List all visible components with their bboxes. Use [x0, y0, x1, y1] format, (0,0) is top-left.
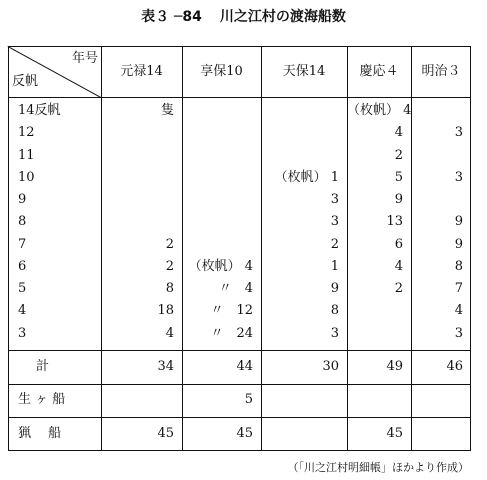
- row-label: 5: [18, 281, 27, 297]
- row-label: 9: [18, 192, 27, 208]
- corner-label-sails: 反帆: [12, 74, 39, 89]
- header-rule: [8, 97, 471, 98]
- column-rule: [470, 46, 471, 451]
- table-cell: 4: [394, 258, 403, 274]
- table-cell: 3: [454, 169, 463, 185]
- row-label: 11: [18, 147, 35, 163]
- table-cell: （枚帆） 4: [188, 258, 253, 274]
- column-header: 元禄14: [120, 64, 163, 79]
- column-rule: [182, 46, 183, 451]
- table-cell: （枚帆） 4: [347, 103, 412, 118]
- table-border-top: [8, 46, 471, 47]
- row-label: 6: [18, 258, 27, 274]
- column-header: 天保14: [282, 64, 326, 79]
- table-cell: 〃 4: [218, 281, 253, 297]
- table-cell: 2: [165, 236, 174, 252]
- summary-label: 生 ヶ 船: [18, 392, 66, 408]
- summary-cell: 30: [322, 358, 339, 374]
- table-cell: 6: [394, 236, 403, 252]
- row-label: 4: [18, 303, 27, 319]
- table-cell: 18: [157, 303, 174, 319]
- table-cell: 4: [165, 325, 174, 341]
- corner-label-year: 年号: [71, 51, 98, 66]
- summary-cell: 44: [236, 358, 253, 374]
- row-label: 14反帆: [18, 103, 61, 118]
- row-label: 7: [18, 236, 27, 252]
- table-cell: 3: [330, 325, 339, 341]
- table-cell: 3: [454, 125, 463, 141]
- column-header: 享保10: [200, 64, 243, 79]
- table-cell: 〃 24: [210, 325, 253, 341]
- table-caption: 川之江村の渡海船数: [219, 9, 346, 25]
- summary-rule: [8, 417, 471, 418]
- column-header: 慶応４: [359, 64, 399, 79]
- row-label: 10: [18, 169, 35, 185]
- table-cell: 5: [394, 169, 403, 185]
- row-label: 8: [18, 214, 27, 230]
- table-cell: 〃 12: [210, 303, 253, 319]
- summary-cell: 34: [157, 358, 174, 374]
- summary-label: 計: [36, 358, 50, 374]
- table-cell: 8: [330, 303, 339, 319]
- summary-cell: 45: [386, 426, 403, 442]
- column-rule: [8, 46, 9, 451]
- table-cell: 9: [454, 236, 463, 252]
- table-cell: （枚帆） 1: [274, 169, 339, 185]
- table-cell: 7: [454, 281, 463, 297]
- row-label: 12: [18, 125, 35, 141]
- summary-cell: 49: [386, 358, 403, 374]
- source-note: （「川之江村明細帳」ほかより作成）: [287, 461, 469, 474]
- table-number: 表３ ─84: [141, 9, 202, 25]
- table-cell: 8: [454, 258, 463, 274]
- table-cell: 3: [330, 192, 339, 208]
- row-label: 3: [18, 325, 27, 341]
- total-rule: [8, 350, 471, 351]
- data-table: [8, 46, 471, 451]
- table-cell: 2: [394, 147, 403, 163]
- summary-rule: [8, 384, 471, 385]
- table-cell: 2: [165, 258, 174, 274]
- table-cell: 3: [330, 214, 339, 230]
- table-cell: 9: [394, 192, 403, 208]
- table-cell: 1: [330, 258, 339, 274]
- table-cell: 3: [454, 325, 463, 341]
- table-cell: 9: [454, 214, 463, 230]
- table-cell: 4: [454, 303, 463, 319]
- summary-cell: 5: [244, 392, 253, 408]
- table-cell: 9: [330, 281, 339, 297]
- table-cell: 2: [330, 236, 339, 252]
- table-border-bottom: [8, 450, 471, 451]
- table-cell: 隻: [160, 103, 174, 118]
- table-cell: 4: [394, 125, 403, 141]
- column-header: 明治３: [421, 64, 461, 79]
- table-cell: 2: [394, 281, 403, 297]
- summary-cell: 46: [446, 358, 463, 374]
- summary-label: 猟 船: [18, 426, 62, 442]
- summary-cell: 45: [157, 426, 174, 442]
- summary-cell: 45: [236, 426, 253, 442]
- table-cell: 13: [386, 214, 403, 230]
- table-title: [0, 6, 487, 26]
- table-cell: 8: [165, 281, 174, 297]
